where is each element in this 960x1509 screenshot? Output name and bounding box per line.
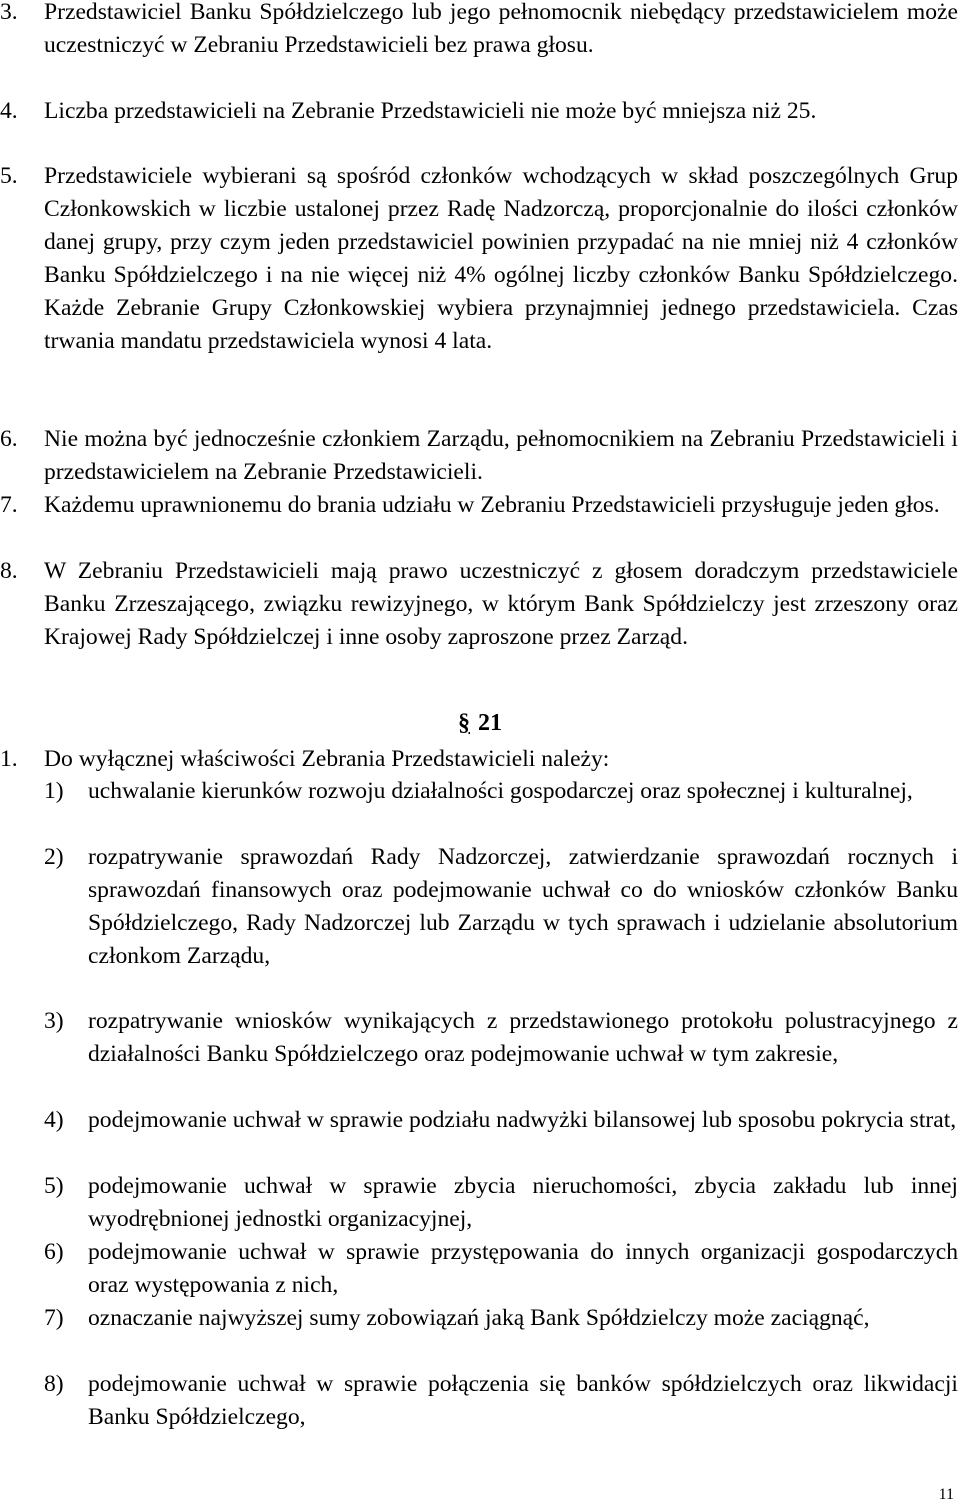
item-text: Przedstawiciele wybierani są spośród członków wchodzących w skład poszczególnych Grup Członkowskich w liczbie ustalonej przez Radę Nadzorczą, proporcjonalnie do ilości członków danej grupy, przy czym jeden przedstawiciel powinien przypadać na nie mniej niż 4 członków Banku Spółdzielczego i na nie więcej niż 4% ogólnej liczby członków Banku Spółdzielczego. Każde Zebranie Grupy Członkowskiej wybiera przynajmniej jednego przedstawiciela. Czas trwania mandatu przedstawiciela wynosi 4 lata.: [44, 163, 958, 354]
item-text: Nie można być jednocześnie członkiem Zarządu, pełnomocnikiem na Zebraniu Przedstawicieli i przedstawicielem na Zebranie Przedstawicieli.: [44, 426, 958, 485]
paragraph-item-3: [0, 0, 958, 62]
subitem-text: oznaczanie najwyższej sumy zobowiązań jaką Bank Spółdzielczy może zaciągnąć,: [88, 1305, 870, 1331]
item-text: Przedstawiciel Banku Spółdzielczego lub jego pełnomocnik niebędący przedstawicielem może uczestniczyć w Zebraniu Przedstawicieli bez prawa głosu.: [44, 0, 958, 58]
item-number: 8.: [0, 558, 18, 584]
subitem-text: rozpatrywanie wniosków wynikających z przedstawionego protokołu polustracyjnego z działalności Banku Spółdzielczego oraz podejmowanie uchwał w tym zakresie,: [88, 1008, 958, 1067]
subitem-number: 6): [44, 1239, 64, 1265]
subitem-number: 4): [44, 1107, 64, 1133]
subitem-text: podejmowanie uchwał w sprawie przystępowania do innych organizacji gospodarczych oraz występowania z nich,: [88, 1239, 958, 1298]
subitem-text: podejmowanie uchwał w sprawie podziału nadwyżki bilansowej lub sposobu pokrycia strat,: [88, 1107, 957, 1133]
item-text: Każdemu uprawnionemu do brania udziału w Zebraniu Przedstawicieli przysługuje jeden głos.: [44, 492, 940, 518]
subitem-7: [0, 1302, 958, 1335]
subitem-1: [0, 775, 958, 808]
subitem-5: [0, 1170, 958, 1236]
subitem-number: 3): [44, 1008, 64, 1034]
item-text: Do wyłącznej właściwości Zebrania Przedstawicieli należy:: [44, 746, 610, 772]
item-number: 3.: [0, 0, 18, 25]
subitem-text: podejmowanie uchwał w sprawie zbycia nieruchomości, zbycia zakładu lub innej wyodrębnionej jednostki organizacyjnej,: [88, 1173, 958, 1232]
paragraph-item-5: [0, 160, 958, 357]
item-number: 7.: [0, 492, 18, 518]
subitem-text: podejmowanie uchwał w sprawie połączenia się banków spółdzielczych oraz likwidacji Banku Spółdzielczego,: [88, 1371, 958, 1430]
subitem-number: 8): [44, 1371, 64, 1397]
item-number: 5.: [0, 163, 18, 189]
subitem-number: 5): [44, 1173, 64, 1199]
item-number: 6.: [0, 426, 18, 452]
paragraph-item-4: [0, 95, 958, 128]
subitem-number: 2): [44, 844, 64, 870]
subitem-2: [0, 841, 958, 973]
section-symbol: §: [458, 710, 470, 736]
paragraph-item-6: [0, 423, 958, 489]
paragraph-item-1: [0, 743, 958, 776]
paragraph-item-7: [0, 489, 958, 522]
subitem-3: [0, 1005, 958, 1071]
subitem-text: uchwalanie kierunków rozwoju działalności gospodarczej oraz społecznej i kulturalnej,: [88, 778, 913, 804]
subitem-4: [0, 1104, 958, 1137]
subitem-number: 7): [44, 1305, 64, 1331]
page-number: 11: [938, 1486, 954, 1503]
subitem-text: rozpatrywanie sprawozdań Rady Nadzorczej, zatwierdzanie sprawozdań rocznych i sprawozdań finansowych oraz podejmowanie uchwał co do wniosków członków Banku Spółdzielczego, Rady Nadzorczej lub Zarządu w tych sprawach i udzielanie absolutorium członkom Zarządu,: [88, 844, 958, 969]
subitem-6: [0, 1236, 958, 1302]
section-heading: [0, 706, 960, 740]
paragraph-item-8: [0, 555, 958, 654]
subitem-8: [0, 1368, 958, 1434]
item-text: W Zebraniu Przedstawicieli mają prawo uczestniczyć z głosem doradczym przedstawiciele Banku Zrzeszającego, związku rewizyjnego, w którym Bank Spółdzielczy jest zrzeszony oraz Krajowej Rady Spółdzielczej i inne osoby zaproszone przez Zarząd.: [44, 558, 958, 650]
item-number: 4.: [0, 98, 18, 124]
item-number: 1.: [0, 746, 18, 772]
section-number: 21: [478, 710, 502, 736]
subitem-number: 1): [44, 778, 64, 804]
item-text: Liczba przedstawicieli na Zebranie Przedstawicieli nie może być mniejsza niż 25.: [44, 98, 817, 124]
